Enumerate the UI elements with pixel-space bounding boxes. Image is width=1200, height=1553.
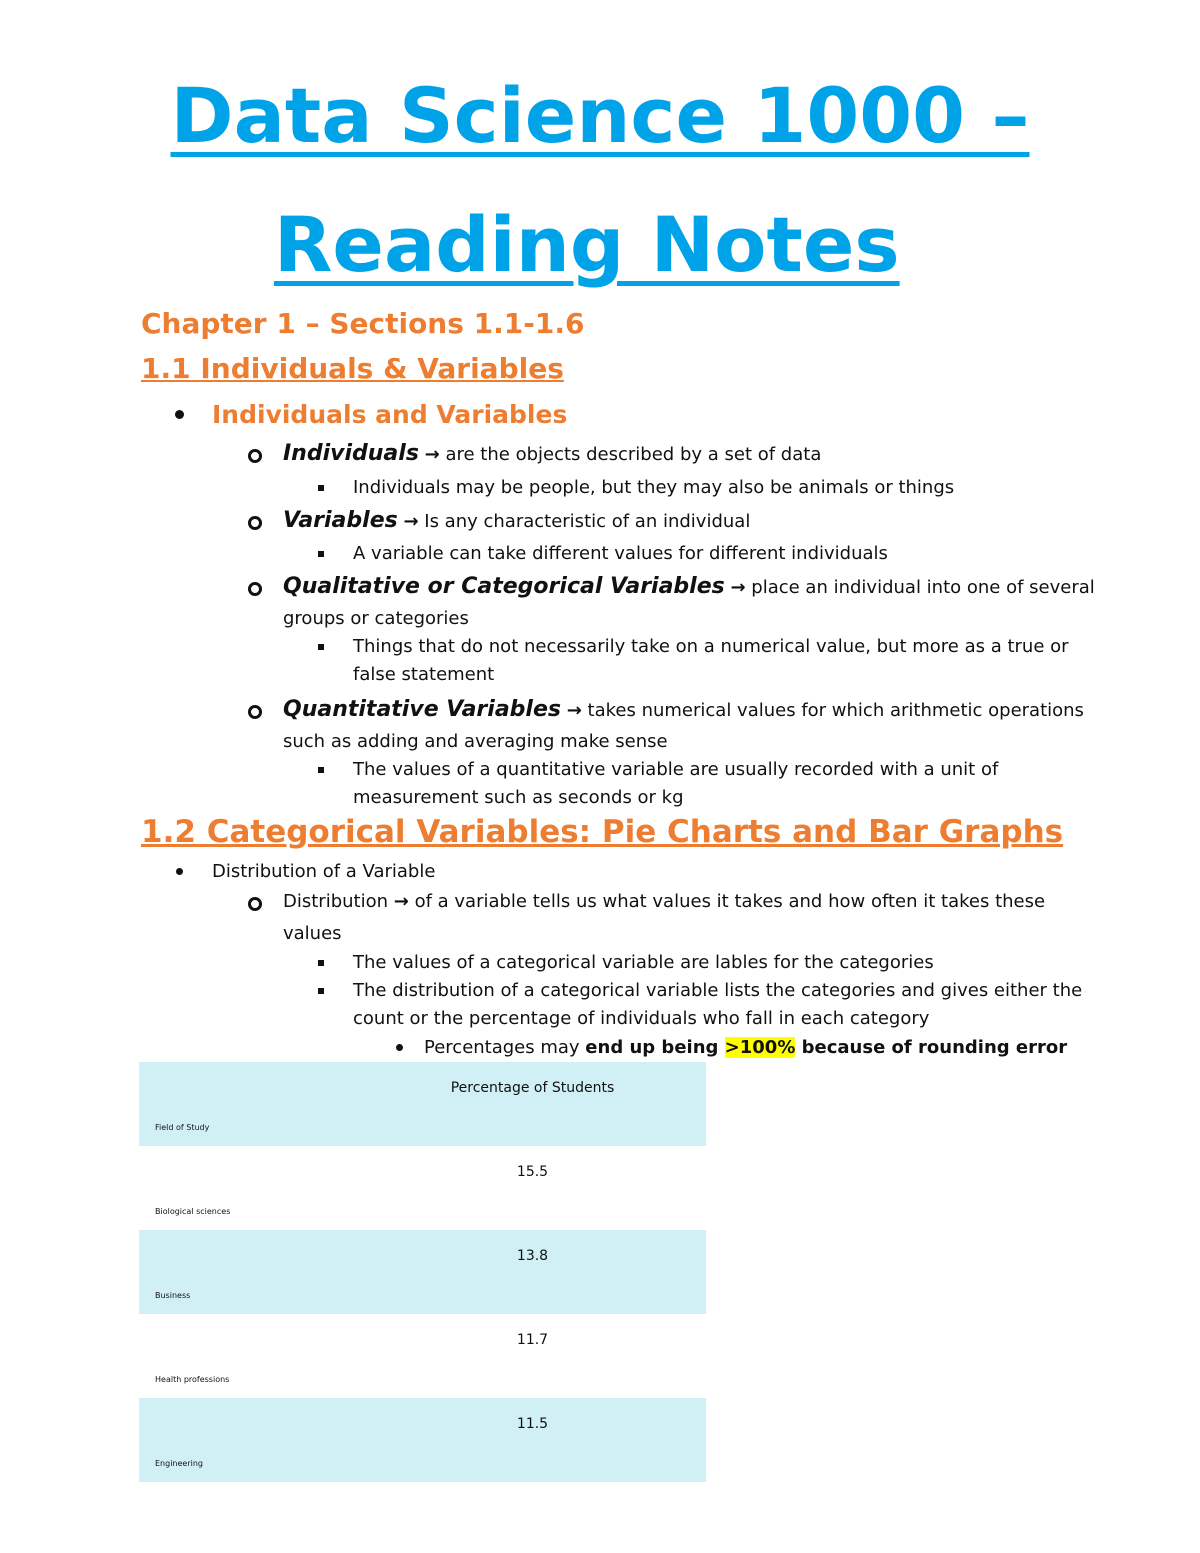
definition-distribution-cont: values (283, 923, 342, 944)
table-cell-value: 15.5 (516, 1164, 549, 1180)
circle-bullet-icon (248, 897, 262, 911)
highlight-over-100: >100% (724, 1037, 796, 1058)
note-quantitative-l2: measurement such as seconds or kg (353, 787, 684, 808)
definition-quantitative-cont: such as adding and averaging make sense (283, 731, 668, 752)
table-row (139, 1398, 706, 1482)
square-bullet-icon (318, 767, 324, 773)
circle-bullet-icon (248, 516, 262, 530)
table-cell-value: 11.7 (516, 1332, 549, 1348)
note-distribution-l2: count or the percentage of individuals who fall in each category (353, 1008, 930, 1029)
page-title-line2: Reading Notes (273, 200, 900, 289)
circle-bullet-icon (248, 705, 262, 719)
table-header-value: Percentage of Students (450, 1080, 615, 1096)
table-cell-label: Engineering (155, 1459, 203, 1468)
definition-individuals: Individuals → are the objects described by a set of data (283, 441, 822, 466)
square-bullet-icon (318, 551, 324, 557)
square-bullet-icon (318, 485, 324, 491)
circle-bullet-icon (248, 582, 262, 596)
definition-qualitative-cont: groups or categories (283, 608, 469, 629)
bullet-icon (176, 868, 183, 875)
bullet-icon (396, 1044, 403, 1051)
table-cell-label: Health professions (155, 1375, 230, 1384)
note-qualitative-l1: Things that do not necessarily take on a numerical value, but more as a true or (353, 636, 1069, 657)
definition-qualitative: Qualitative or Categorical Variables → place an individual into one of several (283, 574, 1095, 599)
note-distribution-l1: The distribution of a categorical variable lists the categories and gives either the (353, 980, 1083, 1001)
note-individuals: Individuals may be people, but they may also be animals or things (353, 477, 955, 498)
note-variables: A variable can take different values for different individuals (353, 543, 888, 564)
section-heading-1-2: 1.2 Categorical Variables: Pie Charts and Bar Graphs (141, 814, 1064, 850)
square-bullet-icon (318, 988, 324, 994)
definition-quantitative: Quantitative Variables → takes numerical values for which arithmetic operations (283, 697, 1084, 722)
table-row (139, 1230, 706, 1314)
subheading-individuals-variables: Individuals and Variables (212, 400, 568, 429)
table-cell-value: 11.5 (516, 1416, 549, 1432)
field-of-study-table (139, 1062, 706, 1482)
section-heading-1-1: 1.1 Individuals & Variables (141, 352, 564, 385)
distribution-bullet: Distribution of a Variable (212, 861, 436, 882)
note-categorical-values: The values of a categorical variable are lables for the categories (353, 952, 934, 973)
chapter-heading: Chapter 1 – Sections 1.1-1.6 (141, 307, 585, 340)
note-rounding: Percentages may end up being >100% because of rounding error (424, 1037, 1068, 1058)
table-row (139, 1146, 706, 1230)
table-header-label: Field of Study (155, 1123, 210, 1132)
definition-variables: Variables → Is any characteristic of an individual (283, 508, 751, 533)
table-cell-label: Biological sciences (155, 1207, 231, 1216)
table-cell-value: 13.8 (516, 1248, 549, 1264)
square-bullet-icon (318, 644, 324, 650)
definition-distribution: Distribution → of a variable tells us what values it takes and how often it takes these (283, 891, 1046, 912)
square-bullet-icon (318, 960, 324, 966)
note-qualitative-l2: false statement (353, 664, 495, 685)
page-title-line1: Data Science 1000 – (170, 71, 1030, 160)
table-row (139, 1314, 706, 1398)
note-quantitative-l1: The values of a quantitative variable are usually recorded with a unit of (353, 759, 999, 780)
table-cell-label: Business (155, 1291, 191, 1300)
table-header-row (139, 1062, 706, 1146)
bullet-icon (175, 410, 184, 419)
circle-bullet-icon (248, 449, 262, 463)
